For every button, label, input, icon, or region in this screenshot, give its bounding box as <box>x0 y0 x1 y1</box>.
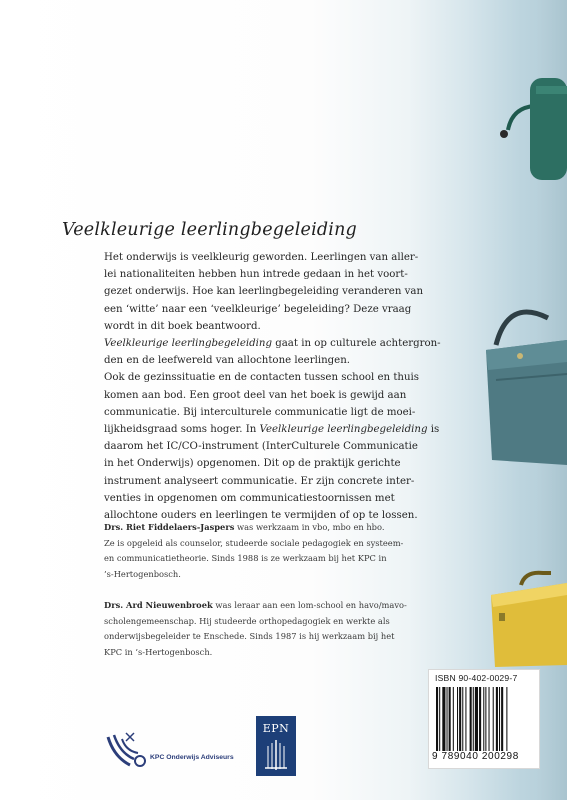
epn-emblem-icon <box>262 738 290 772</box>
blurb-line-rest: is <box>427 424 440 436</box>
kpc-label: KPC Onderwijs Adviseurs <box>150 754 234 761</box>
bio-line: en communicatietheorie. Sinds 1988 is ze werkzaam bij het KPC in <box>104 553 387 564</box>
bio-line: onderwijsbegeleider te Enschede. Sinds 1987 is hij werkzaam bij het <box>104 631 395 642</box>
barcode-number: 9 789040 200298 <box>432 751 519 762</box>
blurb-line: gezet onderwijs. Hoe kan leerlingbegeleiding veranderen van <box>104 286 424 298</box>
blurb-line <box>104 335 441 352</box>
blurb-line: in het Onderwijs) opgenomen. Dit op de praktijk gerichte <box>104 458 401 470</box>
bio-line-rest: was werkzaam in vbo, mbo en hbo. <box>234 522 385 532</box>
isbn-label: ISBN 90-402-0029-7 <box>435 673 518 683</box>
blurb-line: een ‘witte’ naar een ‘veelkleurige’ begeleiding? Deze vraag <box>104 303 412 315</box>
bio-line: Ze is opgeleid als counselor, studeerde sociale pedagogiek en systeem- <box>104 537 404 548</box>
blurb-line: venties in opgenomen om communicatiestoornissen met <box>104 492 395 504</box>
blurb-line-start: lijkheidsgraad soms hoger. In <box>104 424 260 436</box>
isbn-barcode-block <box>428 669 540 769</box>
blurb-line: communicatie. Bij interculturele communicatie ligt de moei- <box>104 406 416 418</box>
bio-line: scholengemeenschap. Hij studeerde orthopedagogiek en werkte als <box>104 615 390 626</box>
blurb-text <box>104 249 441 524</box>
book-title: Veelkleurige leerlingbegeleiding <box>62 220 357 240</box>
blurb-line <box>104 421 440 438</box>
blurb-line: daarom het IC/CO-instrument (InterCulturele Communicatie <box>104 441 418 453</box>
barcode-icon <box>435 687 533 751</box>
bio-line-rest: was leraar aan een lom-school en havo/mavo- <box>212 600 407 610</box>
blurb-line: allochtone ouders en leerlingen te vermijden of op te lossen. <box>104 510 418 522</box>
author-name: Drs. Riet Fiddelaers-Jaspers <box>104 522 235 532</box>
bio-line <box>104 598 434 614</box>
blurb-line: den en de leefwereld van allochtone leerlingen. <box>104 355 351 367</box>
bio-line: KPC in ’s-Hertogenbosch. <box>104 646 213 657</box>
title-emphasis: Veelkleurige leerlingbegeleiding <box>259 424 428 436</box>
blurb-line-rest: gaat in op culturele achtergron- <box>271 338 441 350</box>
author-bio-nieuwenbroek <box>104 598 434 660</box>
title-emphasis: Veelkleurige leerlingbegeleiding <box>104 338 272 350</box>
blue-bag-illustration <box>486 300 567 470</box>
green-bag-illustration <box>490 60 567 180</box>
bio-line: ’s-Hertogenbosch. <box>104 568 181 579</box>
epn-logo <box>256 716 296 776</box>
author-bio-fiddelaers <box>104 520 434 582</box>
blurb-line: komen aan bod. Een groot deel van het boek is gewijd aan <box>104 389 407 401</box>
yellow-briefcase-illustration <box>491 565 567 670</box>
author-name: Drs. Ard Nieuwenbroek <box>104 600 213 610</box>
epn-label: EPN <box>262 722 290 735</box>
blurb-line: wordt in dit boek beantwoord. <box>104 320 261 332</box>
blurb-line: Het onderwijs is veelkleurig geworden. Leerlingen van aller- <box>104 252 419 263</box>
blurb-line: Ook de gezinssituatie en de contacten tussen school en thuis <box>104 372 420 384</box>
blurb-line: lei nationaliteiten hebben hun intrede gedaan in het voort- <box>104 269 408 281</box>
bio-line <box>104 520 434 536</box>
kpc-logo-icon <box>100 727 160 773</box>
blurb-line: instrument analyseert communicatie. Er zijn concrete inter- <box>104 475 415 487</box>
